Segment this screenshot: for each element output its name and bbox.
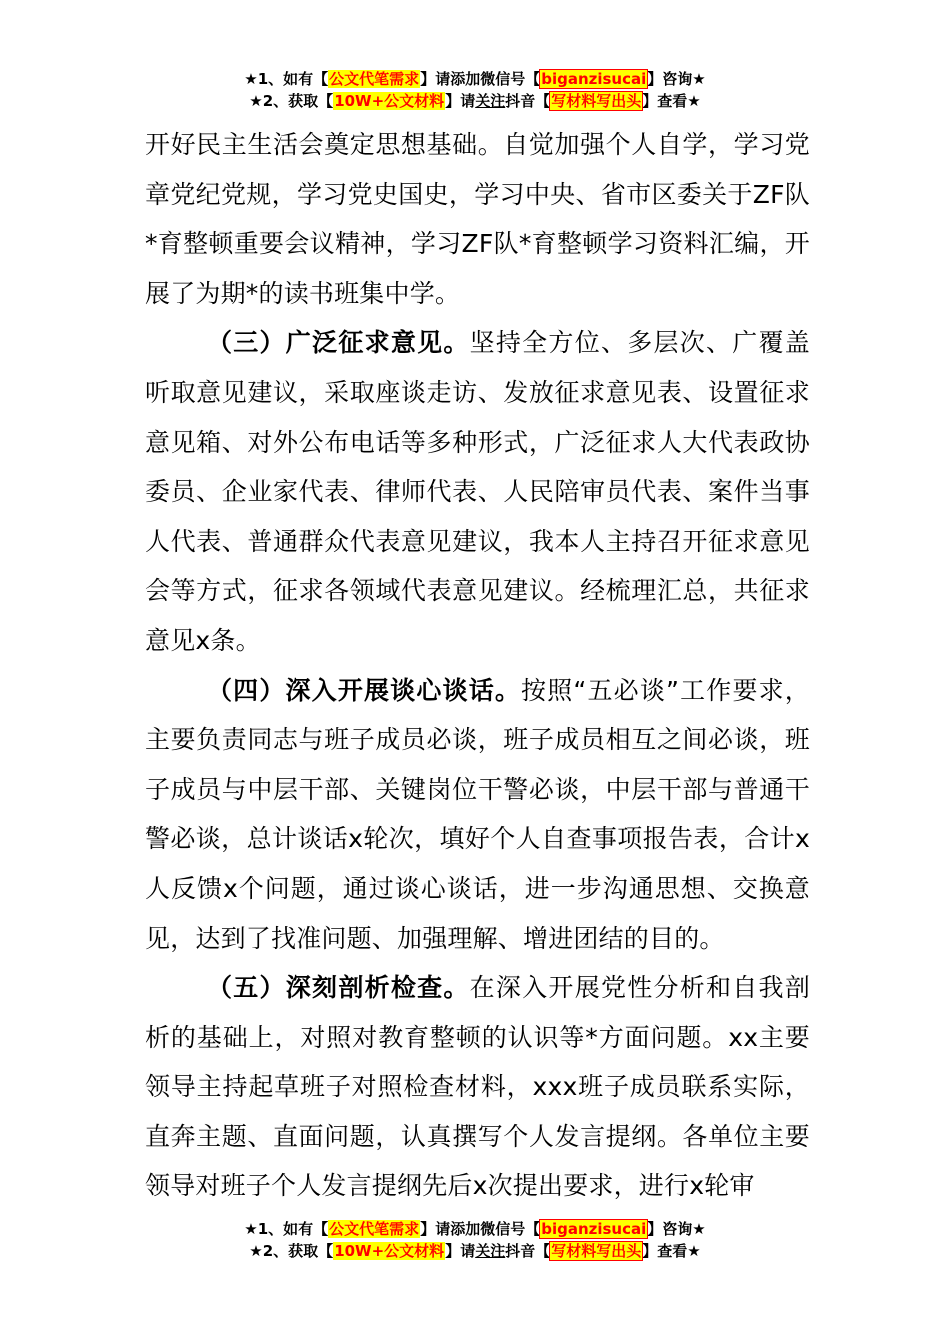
promo-line-1	[0, 1218, 950, 1240]
promo-mid: 抖音【	[505, 92, 551, 110]
promo-line-2	[0, 90, 950, 112]
promo-mid: 】请	[445, 92, 476, 110]
promo-prefix: ★2、获取【	[249, 1242, 334, 1260]
promo-follow: 关注	[475, 1242, 506, 1260]
highlight-materials: 10W+公文材料	[334, 92, 445, 110]
promo-suffix: 】查看★	[642, 92, 701, 110]
paragraph-study: 开好民主生活会奠定思想基础。自觉加强个人自学，学习党章党纪党规，学习党史国史，学习中央、省市区委关于ZF队*育整顿重要会议精神，学习ZF队*育整顿学习资料汇编，开展了为期*的读书班集中学。	[145, 130, 810, 308]
promo-mid: 】请添加微信号【	[420, 1220, 541, 1238]
highlight-douyin-account: 写材料写出头	[551, 92, 642, 110]
paragraph-text: 按照“五必谈”工作要求，主要负责同志与班子成员必谈，班子成员相互之间必谈，班子成员与中层干部、关键岗位干警必谈，中层干部与普通干警必谈，总计谈话x轮次，填好个人自查事项报告表，合计x人反馈x个问题，通过谈心谈话，进一步沟通思想、交换意见，达到了找准问题、加强理解、增进团结的目的。	[145, 675, 810, 953]
promo-line-2	[0, 1240, 950, 1262]
promo-banner-bottom	[0, 1218, 950, 1262]
paragraph-heart-talks	[145, 666, 810, 964]
section-heading-5: （五）深刻剖析检查。	[207, 973, 470, 1003]
paragraph-text: 坚持全方位、多层次、广覆盖听取意见建议，采取座谈走访、发放征求意见表、设置征求意见箱、对外公布电话等多种形式，广泛征求人大代表政协委员、企业家代表、律师代表、人民陪审员代表、案件当事人代表、普通群众代表意见建议，我本人主持召开征求意见会等方式，征求各领域代表意见建议。经梳理汇总，共征求意见x条。	[145, 328, 810, 655]
promo-prefix: ★2、获取【	[249, 92, 334, 110]
highlight-ghostwriting: 公文代笔需求	[329, 1220, 420, 1238]
promo-line-1	[0, 68, 950, 90]
promo-mid: 抖音【	[505, 1242, 551, 1260]
section-heading-3: （三）广泛征求意见。	[207, 328, 470, 358]
paragraph-self-examination	[145, 963, 810, 1211]
paragraph-text: 在深入开展党性分析和自我剖析的基础上，对照对教育整顿的认识等*方面问题。xx主要领导主持起草班子对照检查材料，xxx班子成员联系实际，直奔主题、直面问题，认真撰写个人发言提纲。各单位主要领导对班子个人发言提纲先后x次提出要求，进行x轮审	[145, 973, 810, 1201]
highlight-wechat-id: biganzisucai	[541, 70, 647, 88]
promo-mid: 】请添加微信号【	[420, 70, 541, 88]
promo-mid: 】请	[445, 1242, 476, 1260]
promo-prefix: ★1、如有【	[244, 70, 329, 88]
highlight-materials: 10W+公文材料	[334, 1242, 445, 1260]
promo-suffix: 】咨询★	[647, 70, 706, 88]
promo-suffix: 】咨询★	[647, 1220, 706, 1238]
section-heading-4: （四）深入开展谈心谈话。	[207, 675, 522, 705]
promo-follow: 关注	[475, 92, 506, 110]
highlight-wechat-id: biganzisucai	[541, 1220, 647, 1238]
document-body	[145, 120, 810, 1211]
promo-banner-top	[0, 68, 950, 112]
promo-suffix: 】查看★	[642, 1242, 701, 1260]
promo-prefix: ★1、如有【	[244, 1220, 329, 1238]
paragraph-solicit-opinions	[145, 318, 810, 665]
highlight-douyin-account: 写材料写出头	[551, 1242, 642, 1260]
highlight-ghostwriting: 公文代笔需求	[329, 70, 420, 88]
